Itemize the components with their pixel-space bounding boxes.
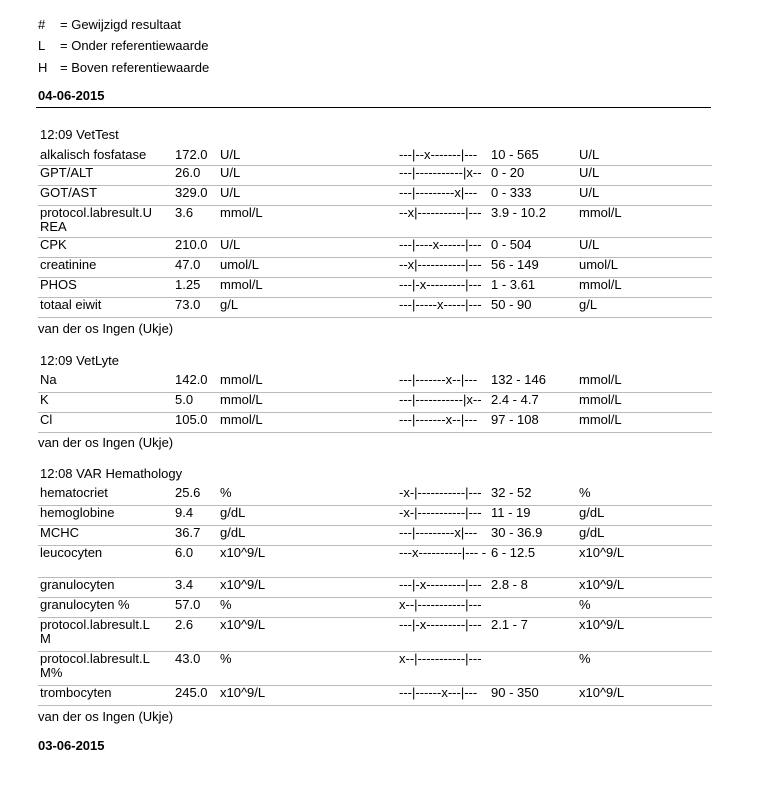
result-value: 5.0 [175,392,194,407]
reference-unit: mmol/L [579,392,622,407]
reference-unit: mmol/L [579,372,622,387]
section-footer: van der os Ingen (Ukje) [38,709,174,724]
result-unit: g/dL [220,525,246,540]
test-name: PHOS [40,277,77,292]
range-indicator: --x|-----------|--- [399,257,482,272]
range-indicator: x--|-----------|--- [399,651,482,666]
result-row [38,277,712,298]
test-name: protocol.labresult.LM% [40,651,150,680]
result-unit: mmol/L [220,392,263,407]
range-indicator: ---|-----------|x-- [399,165,482,180]
reference-range: 50 - 90 [491,297,532,312]
result-row [38,185,712,206]
result-unit: x10^9/L [220,545,266,560]
result-value: 105.0 [175,412,208,427]
result-row [38,392,712,413]
result-row [38,205,712,238]
test-name: trombocyten [40,685,112,700]
legend-item: # = Gewijzigd resultaat [38,17,182,32]
result-value: 172.0 [175,147,208,162]
test-name: K [40,392,49,407]
result-unit: x10^9/L [220,685,266,700]
result-unit: % [220,651,232,666]
reference-unit: mmol/L [579,205,622,220]
reference-range: 2.8 - 8 [491,577,528,592]
test-name: totaal eiwit [40,297,102,312]
range-indicator: ---|---------x|--- [399,185,478,200]
section-footer: van der os Ingen (Ukje) [38,321,174,336]
range-indicator: ---|-x---------|--- [399,577,482,592]
date-header: 03-06-2015 [38,738,105,753]
result-row [38,257,712,278]
range-indicator: ---|------x---|--- [399,685,478,700]
result-unit: x10^9/L [220,617,266,632]
reference-range: 0 - 20 [491,165,525,180]
result-row [38,297,712,318]
reference-unit: x10^9/L [579,685,625,700]
reference-unit: U/L [579,165,600,180]
result-unit: x10^9/L [220,577,266,592]
reference-range: 0 - 333 [491,185,532,200]
test-name: granulocyten % [40,597,130,612]
reference-range: 2.4 - 4.7 [491,392,539,407]
result-value: 25.6 [175,485,201,500]
section-title: 12:08 VAR Hemathology [40,466,183,481]
result-row [38,617,712,652]
reference-unit: x10^9/L [579,545,625,560]
reference-unit: % [579,597,591,612]
range-indicator: ---|--x-------|--- [399,147,478,162]
range-indicator: ---|-x---------|--- [399,277,482,292]
result-value: 3.6 [175,205,194,220]
range-indicator: ---|----x------|--- [399,237,482,252]
reference-range: 56 - 149 [491,257,539,272]
reference-unit: U/L [579,147,600,162]
result-row [38,505,712,526]
result-row [38,412,712,433]
result-value: 1.25 [175,277,201,292]
result-unit: g/dL [220,505,246,520]
reference-unit: U/L [579,237,600,252]
range-indicator: ---|-----------|x-- [399,392,482,407]
reference-unit: x10^9/L [579,577,625,592]
result-value: 47.0 [175,257,201,272]
reference-range: 90 - 350 [491,685,539,700]
test-name: GOT/AST [40,185,98,200]
result-value: 43.0 [175,651,201,666]
range-indicator: ---|-------x--|--- [399,412,478,427]
result-value: 210.0 [175,237,208,252]
reference-unit: g/L [579,297,598,312]
range-indicator: -x-|-----------|--- [399,505,482,520]
reference-unit: umol/L [579,257,619,272]
divider [36,107,711,108]
test-name: Cl [40,412,53,427]
result-row [38,597,712,618]
test-name: Na [40,372,57,387]
result-value: 2.6 [175,617,194,632]
legend-item: L = Onder referentiewaarde [38,38,209,53]
result-value: 73.0 [175,297,201,312]
test-name: creatinine [40,257,97,272]
result-unit: mmol/L [220,412,263,427]
reference-unit: % [579,485,591,500]
test-name: protocol.labresult.UREA [40,205,152,234]
reference-range: 3.9 - 10.2 [491,205,546,220]
result-value: 329.0 [175,185,208,200]
result-row [38,237,712,258]
result-value: 245.0 [175,685,208,700]
reference-range: 32 - 52 [491,485,532,500]
result-value: 142.0 [175,372,208,387]
result-row [38,685,712,706]
result-value: 6.0 [175,545,194,560]
reference-range: 10 - 565 [491,147,539,162]
result-row [38,525,712,546]
result-unit: g/L [220,297,239,312]
test-name: CPK [40,237,67,252]
result-unit: % [220,485,232,500]
reference-range: 30 - 36.9 [491,525,543,540]
result-value: 3.4 [175,577,194,592]
section-footer: van der os Ingen (Ukje) [38,435,174,450]
reference-unit: x10^9/L [579,617,625,632]
result-unit: U/L [220,237,241,252]
reference-unit: U/L [579,185,600,200]
result-row [38,372,712,393]
result-row [38,485,712,506]
test-name: granulocyten [40,577,115,592]
test-name: hemoglobine [40,505,115,520]
reference-range: 132 - 146 [491,372,546,387]
range-indicator: ---|---------x|--- [399,525,478,540]
result-value: 57.0 [175,597,201,612]
result-row [38,577,712,598]
range-indicator: ---x----------|--- - [399,545,487,560]
reference-unit: mmol/L [579,277,622,292]
reference-unit: mmol/L [579,412,622,427]
result-unit: % [220,597,232,612]
result-row [38,545,712,578]
result-value: 26.0 [175,165,201,180]
reference-unit: g/dL [579,525,605,540]
result-row [38,651,712,686]
section-title: 12:09 VetLyte [40,353,120,368]
test-name: MCHC [40,525,79,540]
result-row [38,147,712,166]
range-indicator: ---|-------x--|--- [399,372,478,387]
result-unit: mmol/L [220,277,263,292]
range-indicator: ---|-----x-----|--- [399,297,482,312]
test-name: hematocriet [40,485,108,500]
test-name: alkalisch fosfatase [40,147,147,162]
reference-range: 1 - 3.61 [491,277,536,292]
result-unit: U/L [220,185,241,200]
reference-range: 6 - 12.5 [491,545,536,560]
result-unit: U/L [220,165,241,180]
result-unit: mmol/L [220,205,263,220]
legend-item: H = Boven referentiewaarde [38,60,210,75]
result-unit: umol/L [220,257,260,272]
reference-unit: g/dL [579,505,605,520]
range-indicator: -x-|-----------|--- [399,485,482,500]
result-value: 36.7 [175,525,201,540]
reference-range: 2.1 - 7 [491,617,528,632]
test-name: GPT/ALT [40,165,94,180]
result-value: 9.4 [175,505,194,520]
reference-range: 11 - 19 [491,505,531,520]
reference-range: 0 - 504 [491,237,532,252]
date-header: 04-06-2015 [38,88,105,103]
result-row [38,165,712,186]
reference-unit: % [579,651,591,666]
range-indicator: --x|-----------|--- [399,205,482,220]
result-unit: U/L [220,147,241,162]
section-title: 12:09 VetTest [40,127,119,142]
range-indicator: ---|-x---------|--- [399,617,482,632]
test-name: leucocyten [40,545,103,560]
result-unit: mmol/L [220,372,263,387]
range-indicator: x--|-----------|--- [399,597,482,612]
test-name: protocol.labresult.LM [40,617,150,646]
reference-range: 97 - 108 [491,412,539,427]
